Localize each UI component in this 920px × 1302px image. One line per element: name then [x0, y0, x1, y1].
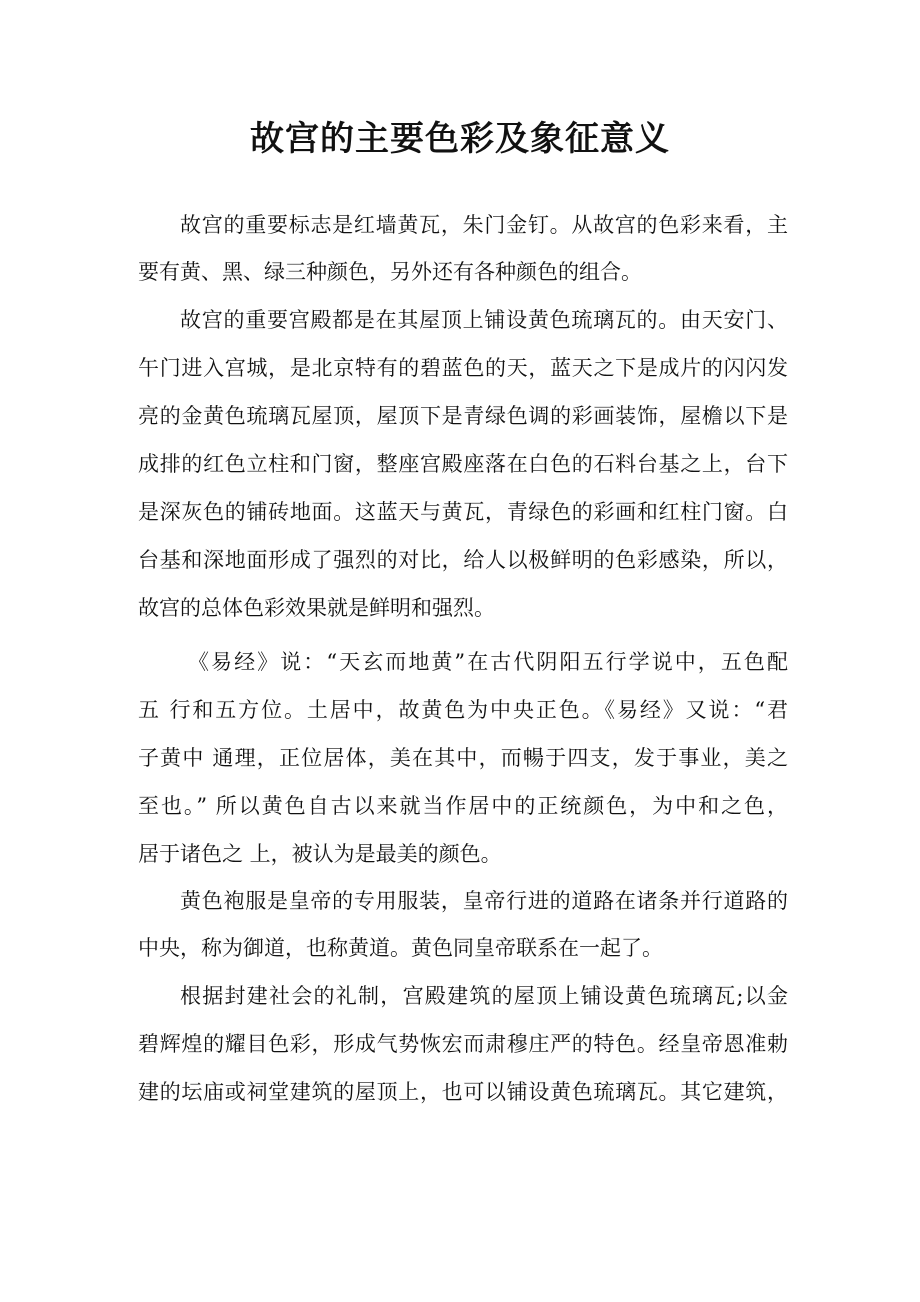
paragraph-line: 是深灰色的铺砖地面。这蓝天与黄瓦，青绿色的彩画和红柱门窗。白	[138, 500, 788, 524]
paragraph-line: 黄色袍服是皇帝的专用服装，皇帝行进的道路在诸条并行道路的	[180, 889, 788, 913]
paragraph-line: 居于诸色之 上，被认为是最美的颜色。	[138, 842, 502, 866]
paragraph-line: 故宫的总体色彩效果就是鲜明和强烈。	[138, 596, 495, 620]
paragraph-line: 中央，称为御道，也称黄道。黄色同皇帝联系在一起了。	[138, 936, 663, 960]
paragraph-line: 故宫的重要宫殿都是在其屋顶上铺设黄色琉璃瓦的。由天安门、	[180, 308, 788, 332]
paragraph-line: 至也。” 所以黄色自古以来就当作居中的正统颜色，为中和之色，	[138, 794, 788, 818]
paragraph-line: 要有黄、黑、绿三种颜色，另外还有各种颜色的组合。	[138, 260, 642, 284]
paragraph-line: 午门进入宫城，是北京特有的碧蓝色的天，蓝天之下是成片的闪闪发	[138, 356, 788, 380]
paragraph-line: 台基和深地面形成了强烈的对比，给人以极鲜明的色彩感染，所以，	[138, 548, 788, 572]
paragraph-line: 成排的红色立柱和门窗，整座宫殿座落在白色的石料台基之上，台下	[138, 452, 788, 476]
paragraph-line: 子黄中 通理，正位居体，美在其中，而暢于四支，发于事业，美之	[138, 746, 788, 770]
paragraph-line: 《易经》说：“天玄而地黄”在古代阴阳五行学说中，五色配	[188, 650, 788, 674]
paragraph-line: 碧辉煌的耀目色彩，形成气势恢宏而肃穆庄严的特色。经皇帝恩准勅	[138, 1032, 788, 1056]
paragraph-line: 亮的金黄色琉璃瓦屋顶，屋顶下是青绿色调的彩画装饰，屋檐以下是	[138, 404, 788, 428]
page-title: 故宫的主要色彩及象征意义	[250, 119, 670, 159]
paragraph-line: 建的坛庙或祠堂建筑的屋顶上，也可以铺设黄色琉璃瓦。其它建筑，	[138, 1080, 788, 1104]
paragraph-line: 根据封建社会的礼制，宫殿建筑的屋顶上铺设黄色琉璃瓦;以金	[180, 984, 788, 1008]
paragraph-line: 五 行和五方位。土居中，故黄色为中央正色。《易经》又说：“君	[138, 698, 788, 722]
paragraph-line: 故宫的重要标志是红墙黄瓦，朱门金钉。从故宫的色彩来看，主	[180, 213, 788, 237]
